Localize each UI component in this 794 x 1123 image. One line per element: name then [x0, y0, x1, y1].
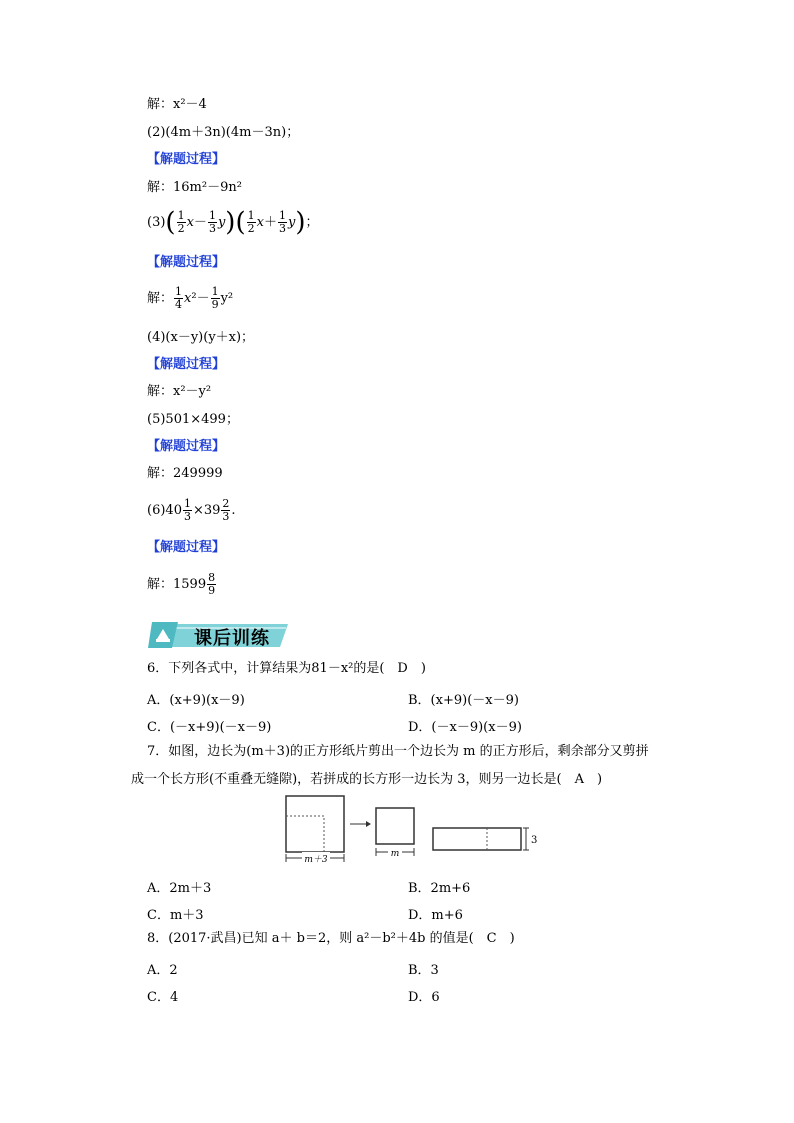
process-label-6: 【解题过程】 [147, 540, 226, 555]
fraction-half: $\frac{1}{2}$ [247, 209, 255, 235]
question-6-option-d: D．(－x－9)(x－9) [408, 720, 522, 735]
figure-label-right: 3 [531, 835, 538, 846]
process-label-4: 【解题过程】 [147, 357, 226, 372]
section-title: 课后训练 [194, 628, 270, 649]
figure-label-mid: m [390, 849, 400, 859]
answer-4: 解：x²－y² [147, 384, 212, 399]
answer-5: 解：249999 [147, 466, 223, 481]
fraction-third: $\frac{1}{3}$ [208, 209, 216, 235]
figure-label-left: m＋3 [304, 855, 328, 865]
question-6-option-b: B．(x+9)(－x－9) [408, 693, 519, 708]
question-7-option-c: C．m＋3 [147, 908, 204, 923]
question-7-stem-line1: 7．如图，边长为(m＋3)的正方形纸片剪出一个边长为 m 的正方形后，剩余部分又剪拼 [147, 744, 649, 759]
question-8-option-c: C．4 [147, 990, 179, 1005]
process-label-3: 【解题过程】 [147, 255, 226, 270]
question-8-option-d: D．6 [408, 990, 440, 1005]
question-7-option-b: B．2m+6 [408, 881, 471, 896]
question-7-stem-line2: 成一个长方形(不重叠无缝隙)，若拼成的长方形一边长为 3，则另一边长是( A ) [131, 772, 603, 787]
question-7-option-a: A．2m＋3 [147, 881, 212, 896]
question-6-stem: 6．下列各式中，计算结果为81－x²的是( D ) [147, 661, 426, 676]
problem-3: (3)( $\frac{1}{2}$ x－ $\frac{1}{3}$ y)( $\frac{1}{2}$ x＋ $\frac{1}{3}$ y)； [147, 207, 319, 238]
question-8-stem: 8．(2017·武昌)已知 a＋ b＝2，则 a²－b²＋4b 的值是( C ) [147, 931, 515, 946]
problem-6: (6)40 $\frac{1}{3}$ ×39 $\frac{2}{3}$ . [147, 497, 236, 523]
question-8-option-a: A．2 [147, 963, 178, 978]
process-label-5: 【解题过程】 [147, 439, 226, 454]
answer-2: 解：16m²－9n² [147, 180, 242, 195]
question-6-option-a: A．(x+9)(x－9) [147, 693, 245, 708]
question-8-option-b: B．3 [408, 963, 439, 978]
answer-1: 解：x²－4 [147, 97, 207, 112]
problem-5: (5)501×499； [147, 412, 239, 427]
question-6-option-c: C．(－x+9)(－x－9) [147, 720, 272, 735]
fraction-half: $\frac{1}{2}$ [177, 209, 185, 235]
answer-1-expr: x²－4 [173, 97, 207, 112]
answer-6: 解：1599 $\frac{8}{9}$ [147, 571, 216, 597]
question-7-option-d: D．m+6 [408, 908, 463, 923]
question-7-figure [280, 794, 540, 866]
process-label-2: 【解题过程】 [147, 152, 226, 167]
fraction-third: $\frac{1}{3}$ [278, 209, 286, 235]
problem-4: (4)(x－y)(y＋x)； [147, 330, 255, 345]
problem-2: (2)(4m＋3n)(4m－3n)； [147, 125, 300, 140]
answer-3: 解： $\frac{1}{4}$ x²－ $\frac{1}{9}$ y² [147, 285, 234, 311]
